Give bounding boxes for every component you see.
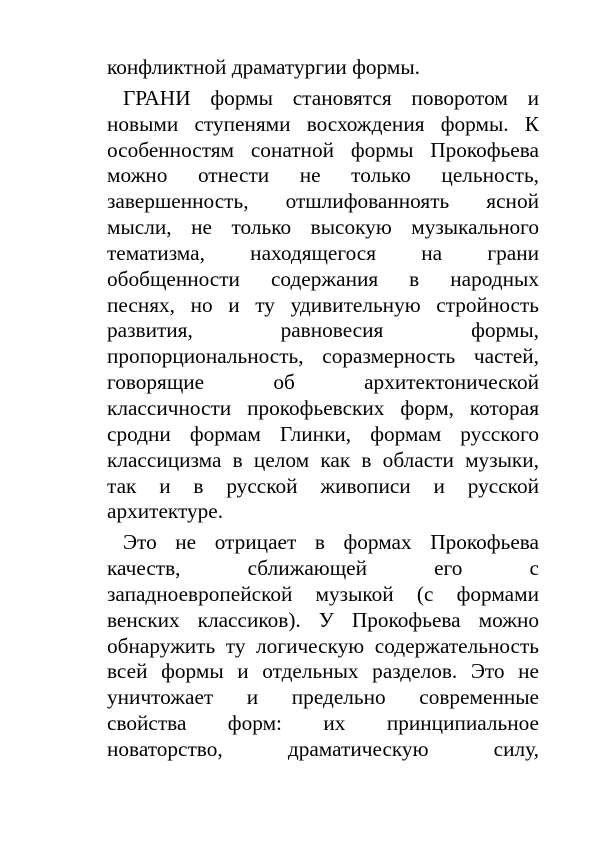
text-line: сродни формам Глинки, формам русского	[107, 421, 539, 446]
text-line: можно отнести не только цельность,	[107, 163, 539, 188]
text-line: всей формы и отдельных разделов. Это не	[107, 659, 539, 684]
text-line: завершенность, отшлифованноять ясной	[107, 189, 539, 214]
text-line: новаторство, драматическую силу,	[107, 736, 539, 761]
text-line: уничтожает и предельно современные	[107, 685, 539, 710]
text-line: западноевропейской музыкой (с формами	[107, 581, 539, 606]
text-line: мысли, не только высокую музыкального	[107, 215, 539, 240]
text-line: новыми ступенями восхождения формы. К	[107, 111, 539, 136]
text-line: говорящие об архитектонической	[107, 370, 539, 395]
text-line: обобщенности содержания в народных	[107, 266, 539, 291]
text-line: венских классиков). У Прокофьева можно	[107, 607, 539, 632]
text-line: особенностям сонатной формы Прокофьева	[107, 137, 539, 162]
paragraph	[107, 86, 539, 525]
text-line: ГРАНИ формы становятся поворотом и	[123, 85, 539, 110]
text-line: классицизма в целом как в области музыки,	[107, 447, 539, 472]
body-text	[107, 55, 539, 763]
text-line: песнях, но и ту удивительную стройность	[107, 292, 539, 317]
text-line: свойства форм: их принципиальное	[107, 711, 539, 736]
text-line: так и в русской живописи и русской	[107, 473, 539, 498]
text-line: качеств, сближающей его с	[107, 556, 539, 581]
text-line: архитектуре.	[107, 499, 224, 524]
text-line: Это не отрицает в формах Прокофьева	[123, 530, 539, 555]
text-line: классичности прокофьевских форм, которая	[107, 395, 539, 420]
text-line: развития, равновесия формы,	[107, 318, 539, 343]
text-line: пропорциональность, соразмерность частей,	[107, 344, 539, 369]
paragraph	[107, 55, 539, 81]
text-line: тематизма, находящегося на грани	[107, 240, 539, 265]
text-line: обнаружить ту логическую содержательность	[107, 633, 539, 658]
text-line: конфликтной драматургии формы.	[107, 55, 420, 79]
paragraph	[107, 530, 539, 763]
